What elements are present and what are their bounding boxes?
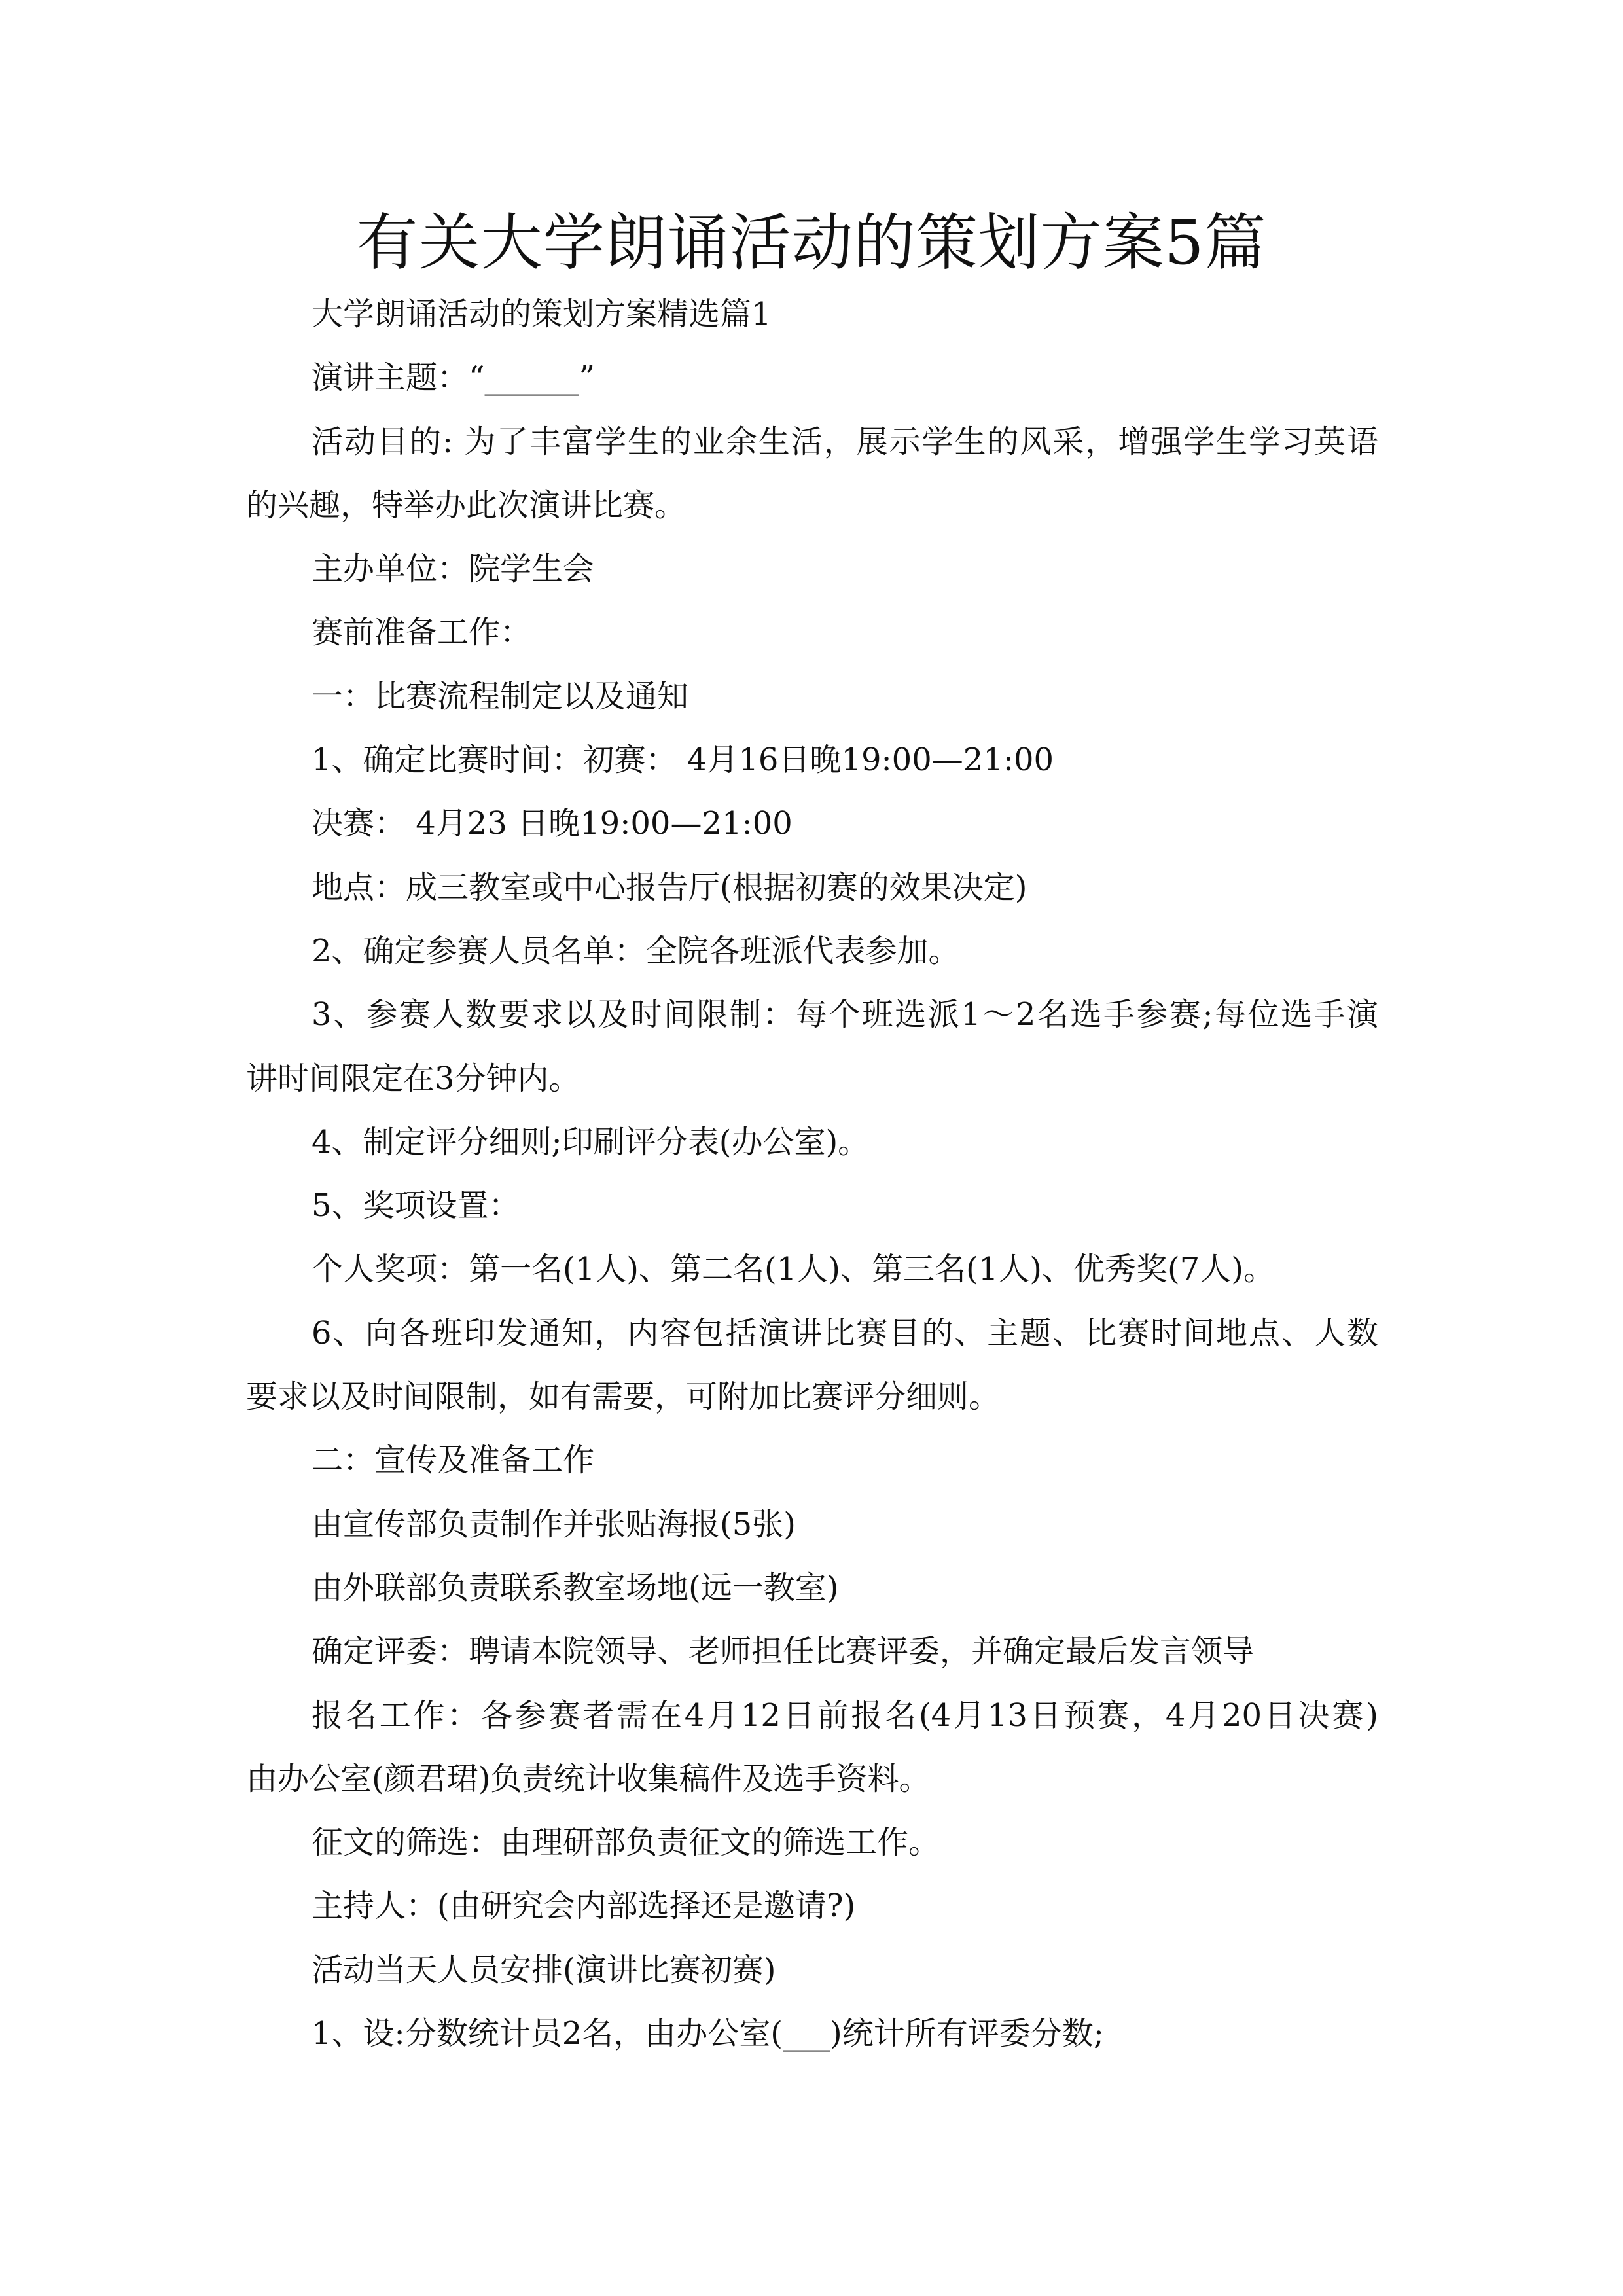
paragraph-line: 征文的筛选：由理研部负责征文的筛选工作。 bbox=[312, 1824, 940, 1861]
paragraph-line: 决赛： 4月23 日晚19:00—21:00 bbox=[312, 805, 793, 842]
paragraph-line: 由办公室(颜君珺)负责统计收集稿件及选手资料。 bbox=[246, 1760, 931, 1797]
paragraph-line: 由外联部负责联系教室场地(远一教室) bbox=[312, 1569, 839, 1606]
paragraph-line: 要求以及时间限制，如有需要，可附加比赛评分细则。 bbox=[246, 1378, 1001, 1416]
paragraph-line: 5、奖项设置： bbox=[312, 1187, 520, 1225]
paragraph-line: 二：宣传及准备工作 bbox=[312, 1442, 595, 1479]
paragraph-line: 地点：成三教室或中心报告厅(根据初赛的效果决定) bbox=[312, 869, 1027, 906]
paragraph-line: 报名工作：各参赛者需在4月12日前报名(4月13日预赛，4月20日决赛) bbox=[312, 1696, 1378, 1734]
paragraph-line: 大学朗诵活动的策划方案精选篇1 bbox=[312, 296, 772, 332]
paragraph-line: 1、确定比赛时间：初赛： 4月16日晚19:00—21:00 bbox=[312, 742, 1054, 779]
paragraph-line: 由宣传部负责制作并张贴海报(5张) bbox=[312, 1505, 796, 1543]
paragraph-line: 演讲主题：“______” bbox=[312, 359, 596, 397]
paragraph-line: 一：比赛流程制定以及通知 bbox=[312, 677, 689, 715]
paragraph-line: 4、制定评分细则;印刷评分表(办公室)。 bbox=[312, 1123, 870, 1160]
paragraph-line: 1、设:分数统计员2名，由办公室(___)统计所有评委分数; bbox=[312, 2015, 1104, 2053]
document-title: 有关大学朗诵活动的策划方案5篇 bbox=[356, 207, 1267, 279]
paragraph-line: 3、参赛人数要求以及时间限制：每个班选派1～2名选手参赛;每位选手演 bbox=[312, 996, 1378, 1033]
paragraph-line: 讲时间限定在3分钟内。 bbox=[246, 1060, 580, 1097]
paragraph-line: 2、确定参赛人员名单：全院各班派代表参加。 bbox=[312, 932, 960, 969]
paragraph-line: 主持人：(由研究会内部选择还是邀请?) bbox=[312, 1888, 856, 1925]
paragraph-line: 6、向各班印发通知，内容包括演讲比赛目的、主题、比赛时间地点、人数 bbox=[312, 1314, 1378, 1352]
document-body bbox=[246, 283, 1378, 2066]
paragraph-line: 的兴趣，特举办此次演讲比赛。 bbox=[246, 486, 687, 524]
paragraph-line: 主办单位：院学生会 bbox=[312, 550, 595, 588]
paragraph-line: 赛前准备工作： bbox=[312, 614, 532, 651]
paragraph-line: 个人奖项：第一名(1人)、第二名(1人)、第三名(1人)、优秀奖(7人)。 bbox=[312, 1251, 1275, 1288]
paragraph-line: 确定评委：聘请本院领导、老师担任比赛评委，并确定最后发言领导 bbox=[312, 1633, 1255, 1670]
paragraph-line: 活动当天人员安排(演讲比赛初赛) bbox=[312, 1951, 776, 1988]
paragraph-line: 活动目的: 为了丰富学生的业余生活，展示学生的风采，增强学生学习英语 bbox=[312, 423, 1378, 460]
